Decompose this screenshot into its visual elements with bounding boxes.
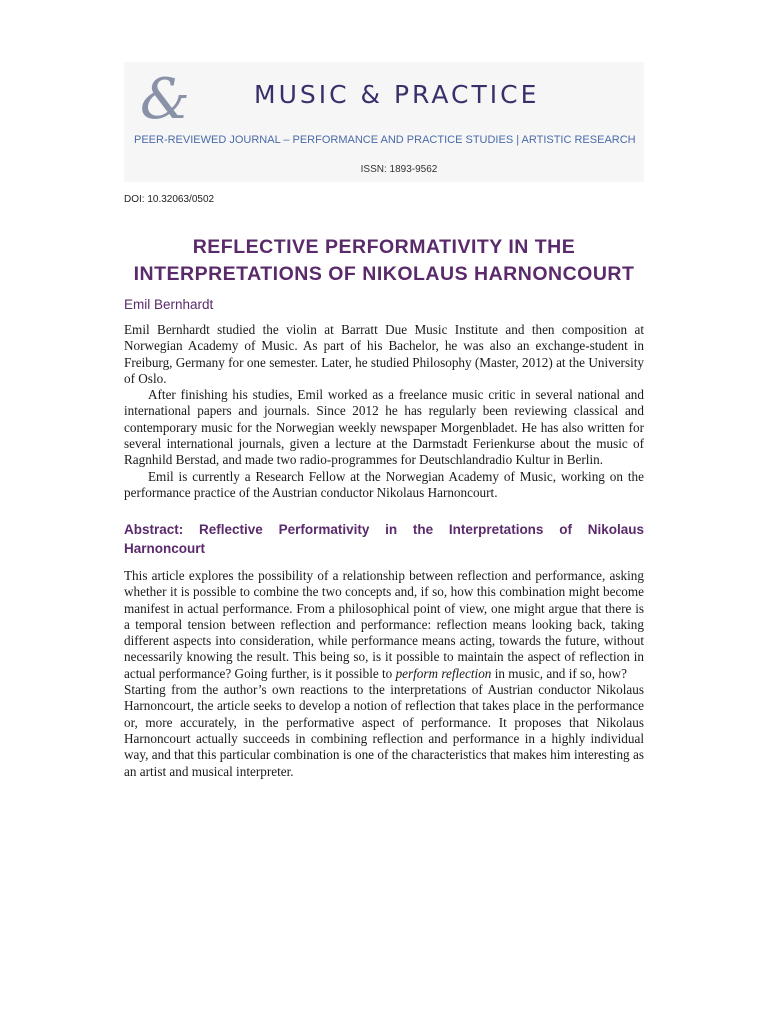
ampersand-logo-icon: &	[140, 67, 190, 132]
journal-title: MUSIC & PRACTICE	[254, 80, 540, 109]
article-title: REFLECTIVE PERFORMATIVITY IN THE INTERPRETATIONS OF NIKOLAUS HARNONCOURT	[133, 236, 635, 285]
author-name: Emil Bernhardt	[124, 297, 214, 312]
abstract-heading: Abstract: Reflective Performativity in the Interpretations of Nikolaus Harnoncourt	[124, 522, 644, 556]
bio-paragraph-2: After finishing his studies, Emil worked as a freelance music critic in several national and international papers and journals. Since 2012 he has regularly been reviewing classical and contemporary music for the Norwegian weekly newspaper Morgenbladet. He has also written for several international journals, given a lecture at the Darmstadt Ferienkurse about the music of Ragnhild Berstad, and made two radio-programmes for Deutschlandradio Kultur in Berlin.	[124, 387, 644, 468]
bio-paragraph-3: Emil is currently a Research Fellow at the Norwegian Academy of Music, working on the performance practice of the Austrian conductor Nikolaus Harnoncourt.	[124, 468, 644, 500]
journal-header	[124, 62, 644, 182]
doi: DOI: 10.32063/0502	[124, 194, 215, 205]
bio-paragraph-1: Emil Bernhardt studied the violin at Barratt Due Music Institute and then composition at Norwegian Academy of Music. As part of his Bachelor, he was also an exchange-student in Freiburg, Germany for one semester. Later, he studied Philosophy (Master, 2012) at the University of Oslo.	[124, 322, 644, 386]
abstract-emphasis: perform reflection	[395, 665, 492, 681]
abstract-body	[124, 568, 644, 780]
abstract-paragraph-1	[124, 568, 644, 682]
abstract-paragraph-2: Starting from the author’s own reactions to the interpretations of Austrian conductor Nikolaus Harnoncourt, the article seeks to develop a notion of reflection that takes place in the performance or, more accurately, in the performative aspect of performance. It proposes that Nikolaus Harnoncourt actually succeeds in combining reflection and performance in a highly individual way, and that this particular combination is one of the characteristics that makes him interesting as an artist and musical interpreter.	[124, 682, 644, 779]
issn: ISSN: 1893-9562	[360, 164, 438, 175]
author-bio	[124, 322, 644, 501]
abstract-p1-tail: in music, and if so, how?	[491, 665, 627, 681]
journal-subtitle: PEER-REVIEWED JOURNAL – PERFORMANCE AND PRACTICE STUDIES | ARTISTIC RESEARCH	[134, 134, 636, 146]
abstract-p1-text: This article explores the possibility of a relationship between reflection and performance, asking whether it is possible to combine the two concepts and, if so, how this combination might become manifest in actual performance. From a philosophical point of view, one might argue that there is a temporal tension between reflection and performance: reflection means looking back, taking different aspects into consideration, while performance means acting, towards the future, without necessarily knowing the result. This being so, is it possible to maintain the aspect of reflection in actual performance? Going further, is it possible to	[124, 568, 644, 681]
